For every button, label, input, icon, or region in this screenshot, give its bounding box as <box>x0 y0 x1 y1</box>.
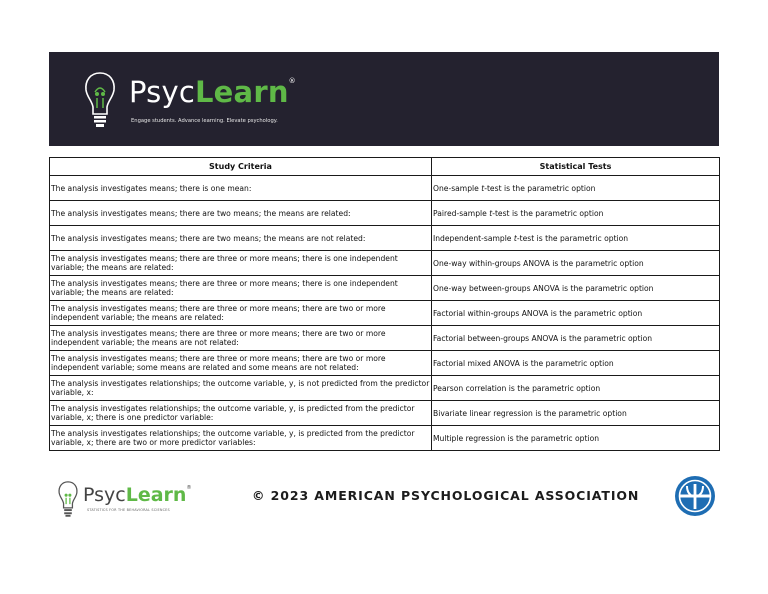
apa-seal-icon <box>674 475 716 517</box>
test-cell <box>432 301 720 326</box>
test-text-suffix: -test is the parametric option <box>516 233 629 243</box>
test-text: Paired-sample <box>433 208 490 218</box>
test-cell <box>432 226 720 251</box>
criteria-cell: The analysis investigates means; there are two means; the means are related: <box>50 201 432 226</box>
test-text: Independent-sample <box>433 233 514 243</box>
table-row <box>50 301 720 326</box>
test-text-italic: t <box>481 183 485 193</box>
table-row <box>50 401 720 426</box>
criteria-cell: The analysis investigates means; there are two means; the means are not related: <box>50 226 432 251</box>
test-cell <box>432 426 720 451</box>
brand-part-learn: Learn <box>195 75 289 109</box>
brand-tagline: Engage students. Advance learning. Elevate psychology. <box>131 118 278 124</box>
table-row <box>50 176 720 201</box>
table-row <box>50 276 720 301</box>
test-text: Multiple regression is the parametric option <box>433 433 600 443</box>
test-cell <box>432 176 720 201</box>
table-row <box>50 226 720 251</box>
test-text: One-sample <box>433 183 482 193</box>
brand-part-psyc: Psyc <box>129 75 195 109</box>
column-header-study-criteria: Study Criteria <box>50 158 432 176</box>
criteria-cell: The analysis investigates means; there are three or more means; there is one independent variable; the means are related: <box>50 251 432 276</box>
table-row <box>50 426 720 451</box>
column-header-statistical-tests: Statistical Tests <box>432 158 720 176</box>
header-banner <box>49 52 719 146</box>
test-text-italic: t <box>489 208 493 218</box>
lightbulb-head-icon <box>83 70 117 130</box>
test-text: Pearson correlation is the parametric option <box>433 383 601 393</box>
test-cell <box>432 276 720 301</box>
test-cell <box>432 201 720 226</box>
test-text-italic: t <box>513 233 517 243</box>
footer-brand-wordmark <box>83 486 191 505</box>
footer-registered-mark: ® <box>186 485 192 491</box>
footer-brand-logo <box>57 480 197 520</box>
test-text: Factorial between-groups ANOVA is the parametric option <box>433 333 653 343</box>
table-row <box>50 326 720 351</box>
test-cell <box>432 376 720 401</box>
test-text: Bivariate linear regression is the parametric option <box>433 408 627 418</box>
test-text-suffix: -test is the parametric option <box>484 183 596 193</box>
test-text: One-way between-groups ANOVA is the parametric option <box>433 283 654 293</box>
statistical-tests-table <box>49 157 720 451</box>
test-cell <box>432 326 720 351</box>
table-row <box>50 201 720 226</box>
footer-brand-part-psyc: Psyc <box>83 484 126 506</box>
table-header-row <box>50 158 720 176</box>
test-text: One-way within-groups ANOVA is the parametric option <box>433 258 644 268</box>
brand-registered-mark: ® <box>288 77 296 85</box>
test-text: Factorial mixed ANOVA is the parametric option <box>433 358 614 368</box>
criteria-cell: The analysis investigates relationships; the outcome variable, y, is predicted from the predictor variable, x; there is one predictor variable: <box>50 401 432 426</box>
criteria-cell: The analysis investigates means; there is one mean: <box>50 176 432 201</box>
table-row <box>50 351 720 376</box>
test-cell <box>432 401 720 426</box>
copyright-notice: © 2023 AMERICAN PSYCHOLOGICAL ASSOCIATION <box>252 488 640 503</box>
test-cell <box>432 351 720 376</box>
criteria-cell: The analysis investigates means; there are three or more means; there are two or more independent variable; the means are not related: <box>50 326 432 351</box>
criteria-cell: The analysis investigates relationships; the outcome variable, y, is not predicted from the predictor variable, x: <box>50 376 432 401</box>
table-row <box>50 251 720 276</box>
criteria-cell: The analysis investigates relationships; the outcome variable, y, is predicted from the predictor variable, x; there are two or more predictor variables: <box>50 426 432 451</box>
test-text-suffix: -test is the parametric option <box>492 208 604 218</box>
test-text: Factorial within-groups ANOVA is the parametric option <box>433 308 643 318</box>
footer-brand-part-learn: Learn <box>125 484 187 506</box>
criteria-cell: The analysis investigates means; there are three or more means; there are two or more independent variable; some means are related and some means are not related: <box>50 351 432 376</box>
criteria-cell: The analysis investigates means; there are three or more means; there is one independent variable; the means are related: <box>50 276 432 301</box>
test-cell <box>432 251 720 276</box>
brand-wordmark <box>129 75 296 109</box>
criteria-cell: The analysis investigates means; there are three or more means; there are two or more independent variable; the means are related: <box>50 301 432 326</box>
footer-brand-subtitle: STATISTICS FOR THE BEHAVIORAL SCIENCES <box>87 508 170 512</box>
lightbulb-head-icon <box>57 480 79 518</box>
table-row <box>50 376 720 401</box>
